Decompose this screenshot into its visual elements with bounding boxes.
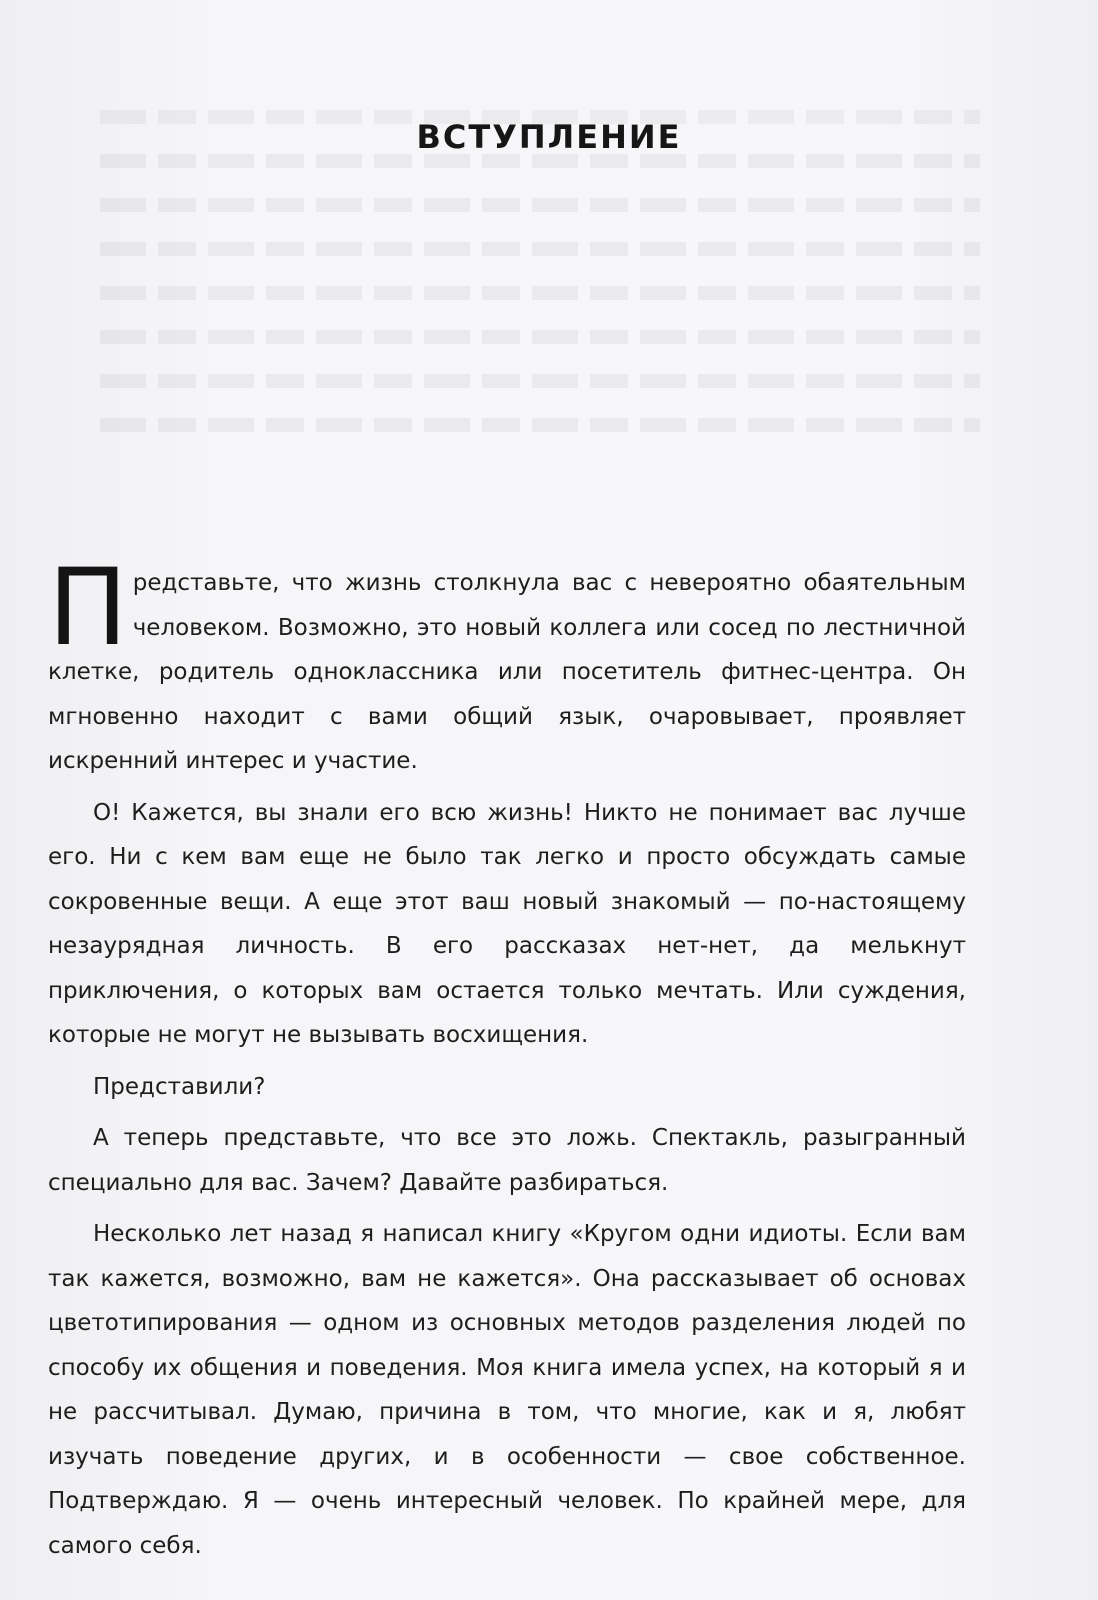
paragraph-2: О! Кажется, вы знали его всю жизнь! Никто не понимает вас лучше его. Ни с кем вам еще не было так легко и просто обсуждать самые сокровенные вещи. А еще этот ваш новый знакомый — по-настоящему незаурядная личность. В его рассказах нет-нет, да мелькнут приключения, о которых вам остается только мечтать. Или суждения, которые не могут не вызывать восхищения. xyxy=(48,799,966,1048)
chapter-body xyxy=(48,546,966,1575)
bleed-through-text xyxy=(100,110,980,470)
paragraph-3: Представили? xyxy=(93,1073,266,1100)
drop-cap: П xyxy=(48,546,128,669)
chapter-title: ВСТУПЛЕНИЕ xyxy=(416,118,682,156)
paragraph-4: А теперь представьте, что все это ложь. Спектакль, разыгранный специально для вас. Зачем? Давайте разбираться. xyxy=(48,1125,966,1196)
paragraph-1-text: редставьте, что жизнь столкнула вас с невероятно обаятельным человеком. Возможно, это новый коллега или сосед по лестничной клетке, родитель одноклассника или посетитель фитнес-центра. Он мгновенно находит с вами общий язык, очаровывает, проявляет искренний интерес и участие. xyxy=(48,570,966,774)
paragraph-5: Несколько лет назад я написал книгу «Кругом одни идиоты. Если вам так кажется, возможно, вам не кажется». Она рассказывает об основах цветотипирования — одном из основных методов разделения людей по способу их общения и поведения. Моя книга имела успех, на который я и не рассчитывал. Думаю, причина в том, что многие, как и я, любят изучать поведение других, и в особенности — свое собственное. Подтверждаю. Я — очень интересный человек. По крайней мере, для самого себя. xyxy=(48,1221,966,1559)
paragraph-1 xyxy=(48,546,966,784)
